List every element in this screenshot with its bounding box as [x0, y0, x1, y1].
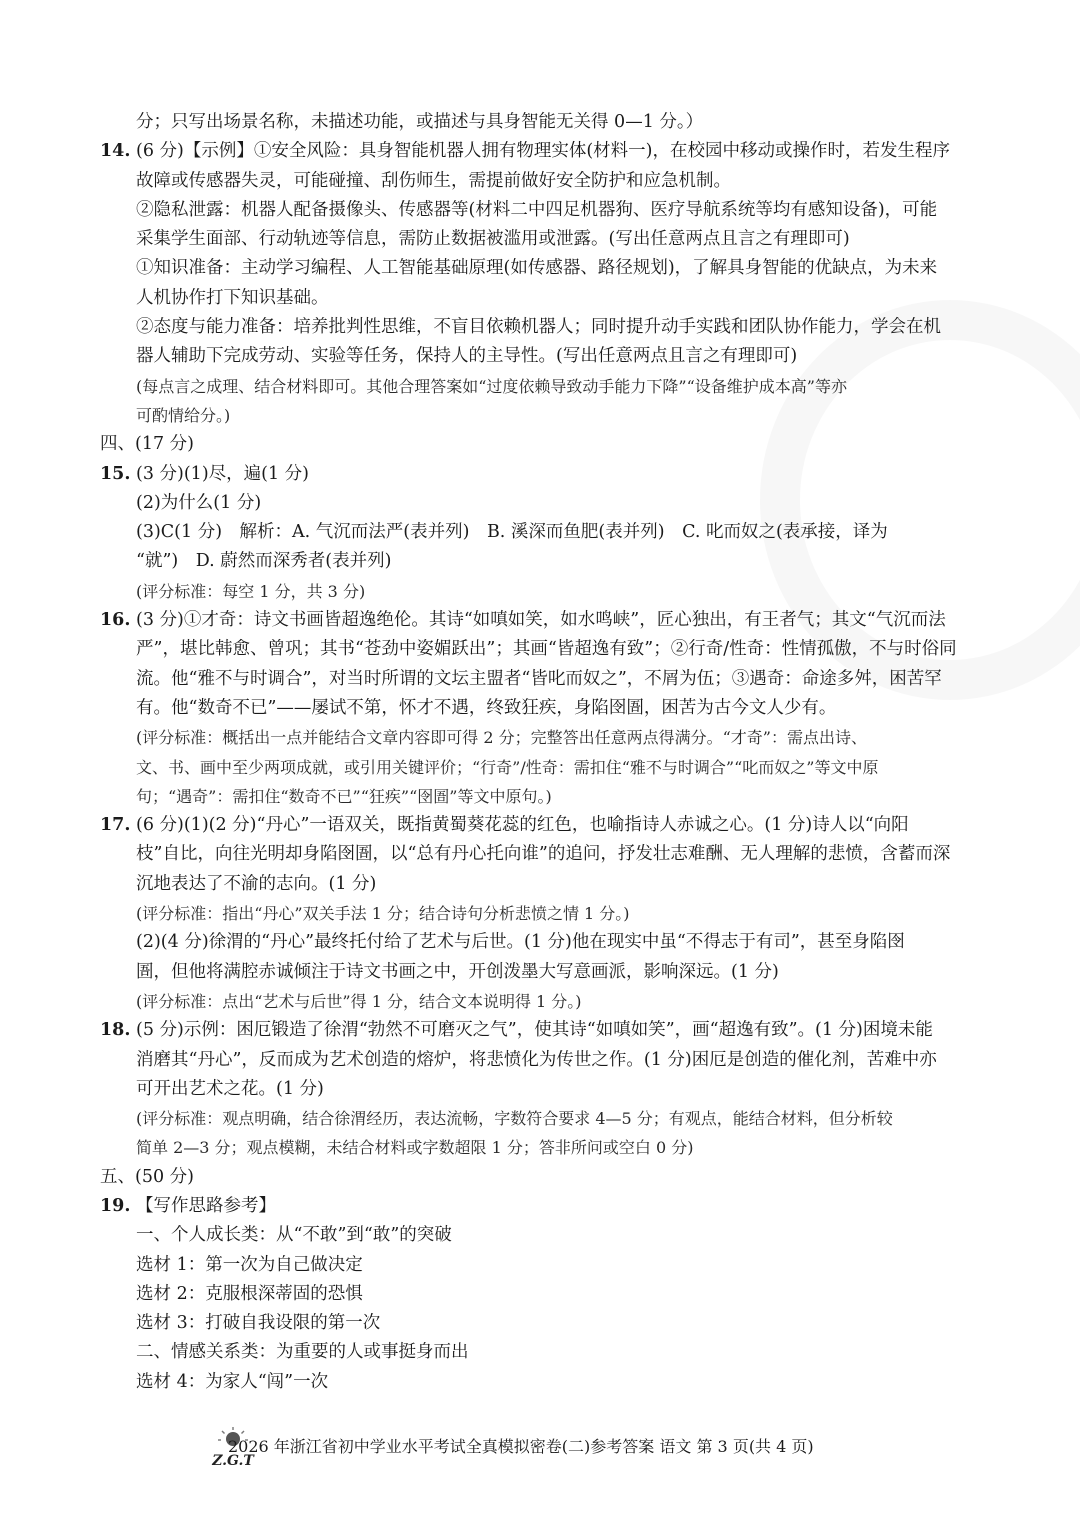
line-text: 选材 1：第一次为自己做决定: [136, 1254, 363, 1275]
text-line: [100, 782, 980, 811]
line-text: 文、书、画中至少两项成就，或引用关键评价；“行奇”/性奇：需扣住“雅不与时调合”“叱而奴之”等文中原: [136, 757, 879, 777]
line-text: ①知识准备：主动学习编程、人工智能基础原理(如传感器、路径规划)，了解具身智能的优缺点，为未来: [136, 258, 938, 279]
text-line: [100, 753, 980, 782]
line-text: 沉地表达了不渝的志向。(1 分): [136, 873, 377, 894]
line-text: (每点言之成理、结合材料即可。其他合理答案如“过度依赖导致动手能力下降”“设备维护成本高”等亦: [136, 376, 847, 396]
line-text: 严”，堪比韩愈、曾巩；其书“苍劲中姿媚跃出”；其画“皆超逸有致”；②行奇/性奇：性情孤傲，不与时俗同: [136, 639, 957, 660]
question-number: 19.: [100, 1195, 131, 1216]
line-text: 【写作思路参考】: [136, 1195, 276, 1216]
text-line: [100, 1368, 980, 1397]
line-text: 故障或传感器失灵，可能碰撞、刮伤师生，需提前做好安全防护和应急机制。: [136, 170, 731, 191]
text-line: [100, 958, 980, 987]
text-line: [100, 167, 980, 196]
line-text: (评分标准：指出“丹心”双关手法 1 分；结合诗句分析悲愤之情 1 分。): [136, 904, 630, 924]
text-line: [100, 254, 980, 283]
svg-text:Z.G.T: Z.G.T: [212, 1453, 254, 1469]
text-line: [100, 342, 980, 371]
line-text: 消磨其“丹心”，反而成为艺术创造的熔炉，将悲愤化为传世之作。(1 分)困厄是创造的催化剂，苦难中亦: [136, 1049, 937, 1070]
line-text: 分；只写出场景名称，未描述功能，或描述与具身智能无关得 0—1 分。）: [136, 112, 704, 132]
page-footer: 2026 年浙江省初中学业水平考试全真模拟密卷(二)参考答案 语文 第 3 页(共 4 页): [228, 1437, 814, 1456]
line-text: (5 分)示例：困厄锻造了徐渭“勃然不可磨灭之气”，使其诗“如嗔如笑”，画“超逸有致”。(1 分)困境未能: [136, 1020, 933, 1041]
text-line: [100, 108, 980, 137]
line-text: (评分标准：概括出一点并能结合文章内容即可得 2 分；完整答出任意两点得满分。“才奇”：需点出诗、: [136, 728, 867, 748]
line-text: (3 分)①才奇：诗文书画皆超逸绝伦。其诗“如嗔如笑，如水鸣峡”，匠心独出，有王者气；其文“气沉而法: [136, 610, 946, 631]
text-line: [100, 1338, 980, 1367]
text-line: [100, 1251, 980, 1280]
line-text: 四、(17 分): [100, 434, 194, 455]
line-text: 圄，但他将满腔赤诚倾注于诗文书画之中，开创泼墨大写意画派，影响深远。(1 分): [136, 961, 779, 982]
text-line: [100, 1192, 980, 1221]
text-line: [100, 518, 980, 547]
text-line: [100, 723, 980, 752]
text-line: [100, 1075, 980, 1104]
line-text: 选材 2：克服根深蒂固的恐惧: [136, 1283, 363, 1304]
text-line: [100, 196, 980, 225]
text-line: [100, 313, 980, 342]
text-line: [100, 401, 980, 430]
text-line: [100, 694, 980, 723]
line-text: 器人辅助下完成劳动、实验等任务，保持人的主导性。(写出任意两点且言之有理即可): [136, 346, 798, 367]
text-line: [100, 137, 980, 166]
text-line: [100, 899, 980, 928]
line-text: 有。他“数奇不已”——屡试不第，怀才不遇，终致狂疾，身陷囹圄，困苦为古今文人少有。: [136, 697, 837, 718]
line-text: (评分标准：点出“艺术与后世”得 1 分，结合文本说明得 1 分。): [136, 991, 582, 1011]
text-line: [100, 1221, 980, 1250]
answer-content: [100, 108, 980, 1397]
text-line: [100, 284, 980, 313]
text-line: [100, 635, 980, 664]
text-line: [100, 928, 980, 957]
line-text: 可酌情给分。): [136, 405, 231, 425]
line-text: 可开出艺术之花。(1 分): [136, 1078, 324, 1099]
text-line: [100, 840, 980, 869]
line-text: 一、个人成长类：从“不敢”到“敢”的突破: [136, 1225, 452, 1246]
text-line: [100, 430, 980, 459]
line-text: (6 分)【示例】①安全风险：具身智能机器人拥有物理实体(材料一)，在校园中移动或操作时，若发生程序: [136, 141, 951, 162]
line-text: (评分标准：每空 1 分，共 3 分): [136, 581, 366, 601]
line-text: (2)(4 分)徐渭的“丹心”最终托付给了艺术与后世。(1 分)他在现实中虽“不得志于有司”，甚至身陷囹: [136, 932, 905, 953]
line-text: (3)C(1 分) 解析：A. 气沉而法严(表并列) B. 溪深而鱼肥(表并列) C. 叱而奴之(表承接，译为: [136, 522, 888, 543]
text-line: [100, 372, 980, 401]
text-line: [100, 460, 980, 489]
text-line: [100, 1309, 980, 1338]
line-text: ②态度与能力准备：培养批判性思维，不盲目依赖机器人；同时提升动手实践和团队协作能力，学会在机: [136, 317, 941, 338]
text-line: [100, 665, 980, 694]
text-line: [100, 547, 980, 576]
line-text: (评分标准：观点明确，结合徐渭经历，表达流畅，字数符合要求 4—5 分；有观点，能结合材料，但分析较: [136, 1109, 893, 1129]
text-line: [100, 1104, 980, 1133]
line-text: (2)为什么(1 分): [136, 492, 262, 513]
line-text: 简单 2—3 分；观点模糊，未结合材料或字数超限 1 分；答非所问或空白 0 分): [136, 1138, 694, 1158]
line-text: ②隐私泄露：机器人配备摄像头、传感器等(材料二中四足机器狗、医疗导航系统等均有感知设备)，可能: [136, 199, 938, 220]
text-line: [100, 1280, 980, 1309]
line-text: 人机协作打下知识基础。: [136, 287, 329, 308]
question-number: 16.: [100, 610, 131, 631]
text-line: [100, 1046, 980, 1075]
line-text: 选材 3：打破自我设限的第一次: [136, 1313, 381, 1334]
text-line: [100, 811, 980, 840]
text-line: [100, 606, 980, 635]
question-number: 18.: [100, 1020, 131, 1041]
text-line: [100, 987, 980, 1016]
line-text: 枝”自比，向往光明却身陷囹圄，以“总有丹心托向谁”的追问，抒发壮志难酬、无人理解的悲愤，含蓄而深: [136, 844, 951, 865]
line-text: “就”) D. 蔚然而深秀者(表并列): [136, 551, 392, 572]
text-line: [100, 1133, 980, 1162]
question-number: 14.: [100, 141, 131, 162]
text-line: [100, 225, 980, 254]
line-text: 采集学生面部、行动轨迹等信息，需防止数据被滥用或泄露。(写出任意两点且言之有理即可): [136, 229, 850, 250]
line-text: 五、(50 分): [100, 1166, 194, 1187]
line-text: 句；“遇奇”：需扣住“数奇不已”“狂疾”“囹圄”等文中原句。): [136, 786, 552, 806]
question-number: 17.: [100, 815, 131, 836]
question-number: 15.: [100, 463, 131, 484]
line-text: 二、情感关系类：为重要的人或事挺身而出: [136, 1342, 469, 1363]
line-text: 选材 4：为家人“闯”一次: [136, 1371, 329, 1392]
text-line: [100, 870, 980, 899]
text-line: [100, 577, 980, 606]
line-text: (6 分)(1)(2 分)“丹心”一语双关，既指黄蜀葵花蕊的红色，也喻指诗人赤诚之心。(1 分)诗人以“向阳: [136, 815, 909, 836]
text-line: [100, 1163, 980, 1192]
text-line: [100, 489, 980, 518]
text-line: [100, 1016, 980, 1045]
line-text: 流。他“雅不与时调合”，对当时所谓的文坛主盟者“皆叱而奴之”，不屑为伍；③遇奇：命途多舛，困苦罕: [136, 668, 942, 689]
line-text: (3 分)(1)尽，遍(1 分): [136, 463, 309, 484]
